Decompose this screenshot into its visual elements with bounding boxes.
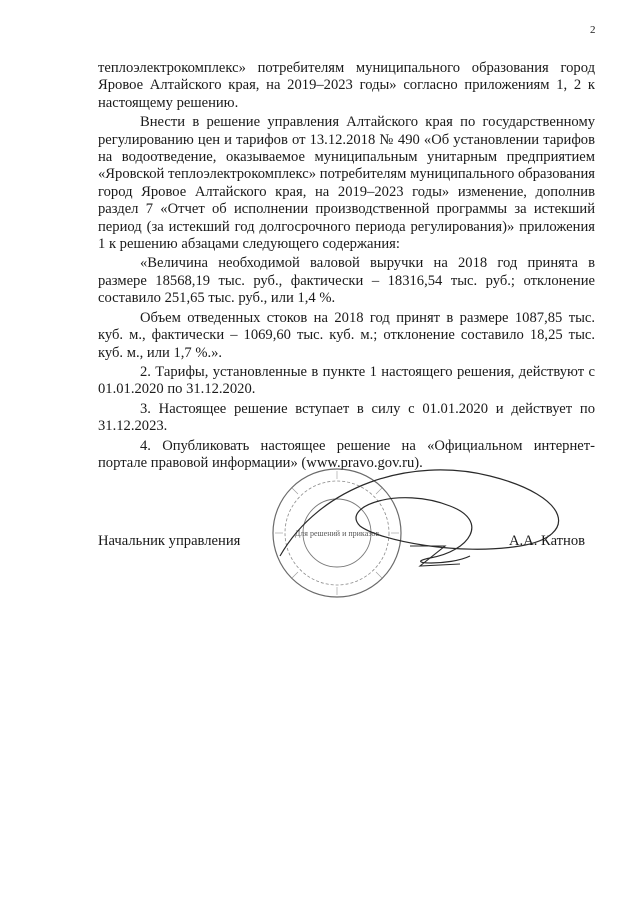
paragraph-item-2: 2. Тарифы, установленные в пункте 1 настоящего решения, действуют с 01.01.2020 по 31.12.2020.: [98, 363, 595, 398]
signatory-name: А.А. Катнов: [509, 533, 586, 549]
handwritten-signature: [240, 446, 600, 596]
paragraph-continuation: теплоэлектрокомплекс» потребителям муниципального образования город Яровое Алтайского края, на 2019–2023 годы» согласно приложениям 1, 2 к настоящему решению.: [98, 60, 595, 111]
page-number: 2: [590, 24, 596, 36]
paragraph-item-4: 4. Опубликовать настоящее решение на «Официальном интернет-портале правовой информации» (www.pravo.gov.ru).: [98, 437, 595, 471]
paragraph-volume: Объем отведенных стоков на 2018 год принят в размере 1087,85 тыс. куб. м., фактически – 1069,60 тыс. куб. м.; отклонение составило 18,25 тыс. куб. м., или 1,7 %.».: [98, 309, 595, 361]
paragraph-revenue: «Величина необходимой валовой выручки на 2018 год принята в размере 18568,19 тыс. руб., фактически – 18316,54 тыс. руб.; отклонение составило 251,65 тыс. руб., или 1,4 %.: [98, 255, 595, 307]
paragraph-item-3: 3. Настоящее решение вступает в силу с 01.01.2020 и действует по 31.12.2023.: [98, 400, 595, 435]
document-body: [98, 60, 595, 474]
paragraph-amendment: Внести в решение управления Алтайского края по государственному регулированию цен и тарифов от 13.12.2018 № 490 «Об установлении тарифов на водоотведение, оказываемое муниципальным унитарным предприятием «Яровской теплоэлектрокомплекс» потребителям муниципального образования город Яровое Алтайского края, на 2019–2023 годы» изменение, дополнив раздел 7 «Отчет об исполнении производственной программы за истекший период (за истекший год долгосрочного периода регулирования)» приложения 1 к решению абзацами следующего содержания:: [98, 114, 595, 253]
seal-inner-text: Для решений и приказов: [294, 529, 380, 538]
signatory-title: Начальник управления: [98, 533, 241, 549]
